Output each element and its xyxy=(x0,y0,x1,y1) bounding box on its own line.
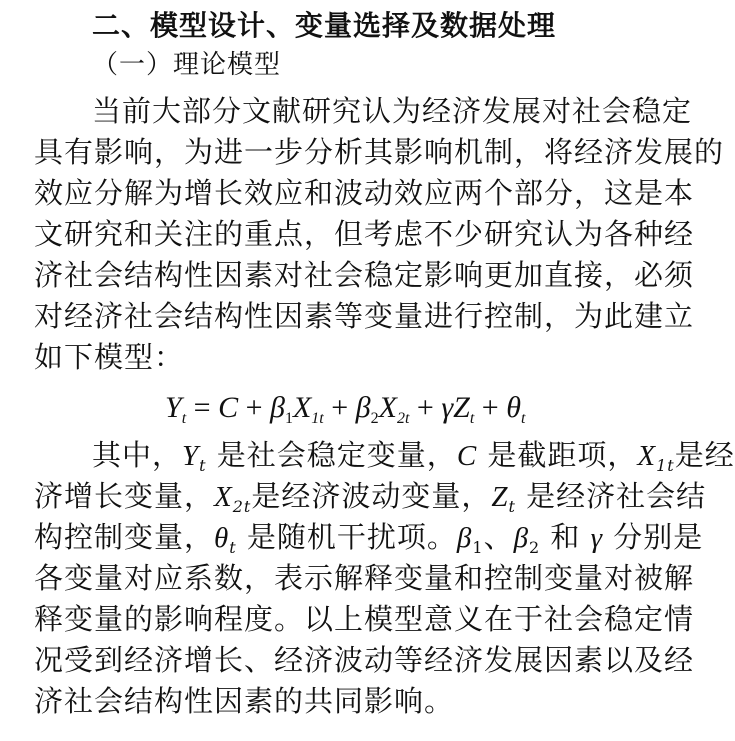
text-run: 是经济波动变量， xyxy=(251,479,492,513)
var-theta: θ xyxy=(214,522,230,554)
text-run: 是经 xyxy=(674,438,735,472)
eq-gamma: γ xyxy=(441,391,454,424)
text-run: 是社会稳定变量， xyxy=(206,438,457,472)
paragraph1-line: 如下模型： xyxy=(34,340,185,374)
text-run: 分别是 xyxy=(603,520,704,554)
text-run: 济增长变量， xyxy=(34,479,215,513)
paragraph1-line: 当前大部分文献研究认为经济发展对社会稳定 xyxy=(92,94,693,128)
var-x2: X xyxy=(214,481,233,513)
eq-beta2-sub: 2 xyxy=(370,410,379,427)
eq-equals: = xyxy=(186,391,219,424)
paragraph1-line: 文研究和关注的重点，但考虑不少研究认为各种经 xyxy=(34,217,695,251)
eq-beta1: β xyxy=(270,391,285,424)
eq-theta: θ xyxy=(506,391,521,424)
var-c: C xyxy=(456,440,478,472)
text-run: 和 xyxy=(540,520,591,554)
eq-x2-sub: 2t xyxy=(396,410,410,427)
var-y-sub: t xyxy=(199,456,207,475)
var-beta1: β xyxy=(456,522,473,554)
paragraph1-line: 效应分解为增长效应和波动效应两个部分，这是本 xyxy=(34,176,695,210)
text-run: 、 xyxy=(483,520,514,554)
eq-lhs-sub: t xyxy=(181,410,187,427)
text-run: 是随机干扰项。 xyxy=(236,520,457,554)
text-run: 其中， xyxy=(92,438,183,472)
eq-z-sub: t xyxy=(469,410,475,427)
paragraph2-line: 释变量的影响程度。以上模型意义在于社会稳定情 xyxy=(34,602,695,636)
eq-beta2: β xyxy=(355,391,371,424)
var-x1: X xyxy=(637,440,657,472)
paragraph2-line: 各变量对应系数，表示解释变量和控制变量对被解 xyxy=(34,561,695,595)
model-equation xyxy=(165,391,565,428)
var-y: Y xyxy=(182,440,200,472)
eq-plus: + xyxy=(409,391,442,424)
eq-plus: + xyxy=(323,391,356,424)
eq-intercept: C xyxy=(218,391,239,424)
eq-plus: + xyxy=(238,391,270,424)
paragraph1-line: 济社会结构性因素对社会稳定影响更加直接，必须 xyxy=(34,258,695,292)
text-run: 构控制变量， xyxy=(34,520,215,554)
subsection-heading: （一）理论模型 xyxy=(92,50,282,80)
paragraph2-line: 济社会结构性因素的共同影响。 xyxy=(34,684,455,718)
eq-z: Z xyxy=(453,391,470,424)
var-x2-sub: 2t xyxy=(232,497,252,516)
paragraph1-line: 具有影响，为进一步分析其影响机制，将经济发展的 xyxy=(34,135,725,169)
var-beta2: β xyxy=(513,522,530,554)
var-z-sub: t xyxy=(508,497,516,516)
eq-x1-sub: 1t xyxy=(311,410,324,427)
var-beta2-sub: 2 xyxy=(529,538,541,557)
var-z: Z xyxy=(491,481,509,513)
text-run: 是截距项， xyxy=(477,438,638,472)
eq-theta-sub: t xyxy=(520,410,526,427)
var-x1-sub: 1t xyxy=(656,456,675,475)
eq-beta1-sub: 1 xyxy=(284,410,293,427)
eq-lhs: Y xyxy=(165,391,182,424)
var-gamma: γ xyxy=(590,522,604,554)
var-theta-sub: t xyxy=(229,538,237,557)
eq-x1: X xyxy=(292,391,312,424)
paragraph2-line: 况受到经济增长、经济波动等经济发展因素以及经 xyxy=(34,643,695,677)
eq-plus: + xyxy=(474,391,507,424)
var-beta1-sub: 1 xyxy=(472,538,484,557)
text-run: 是经济社会结 xyxy=(515,479,707,513)
section-heading: 二、模型设计、变量选择及数据处理 xyxy=(92,9,557,42)
paragraph1-line: 对经济社会结构性因素等变量进行控制，为此建立 xyxy=(34,299,695,333)
eq-x2: X xyxy=(378,391,397,424)
